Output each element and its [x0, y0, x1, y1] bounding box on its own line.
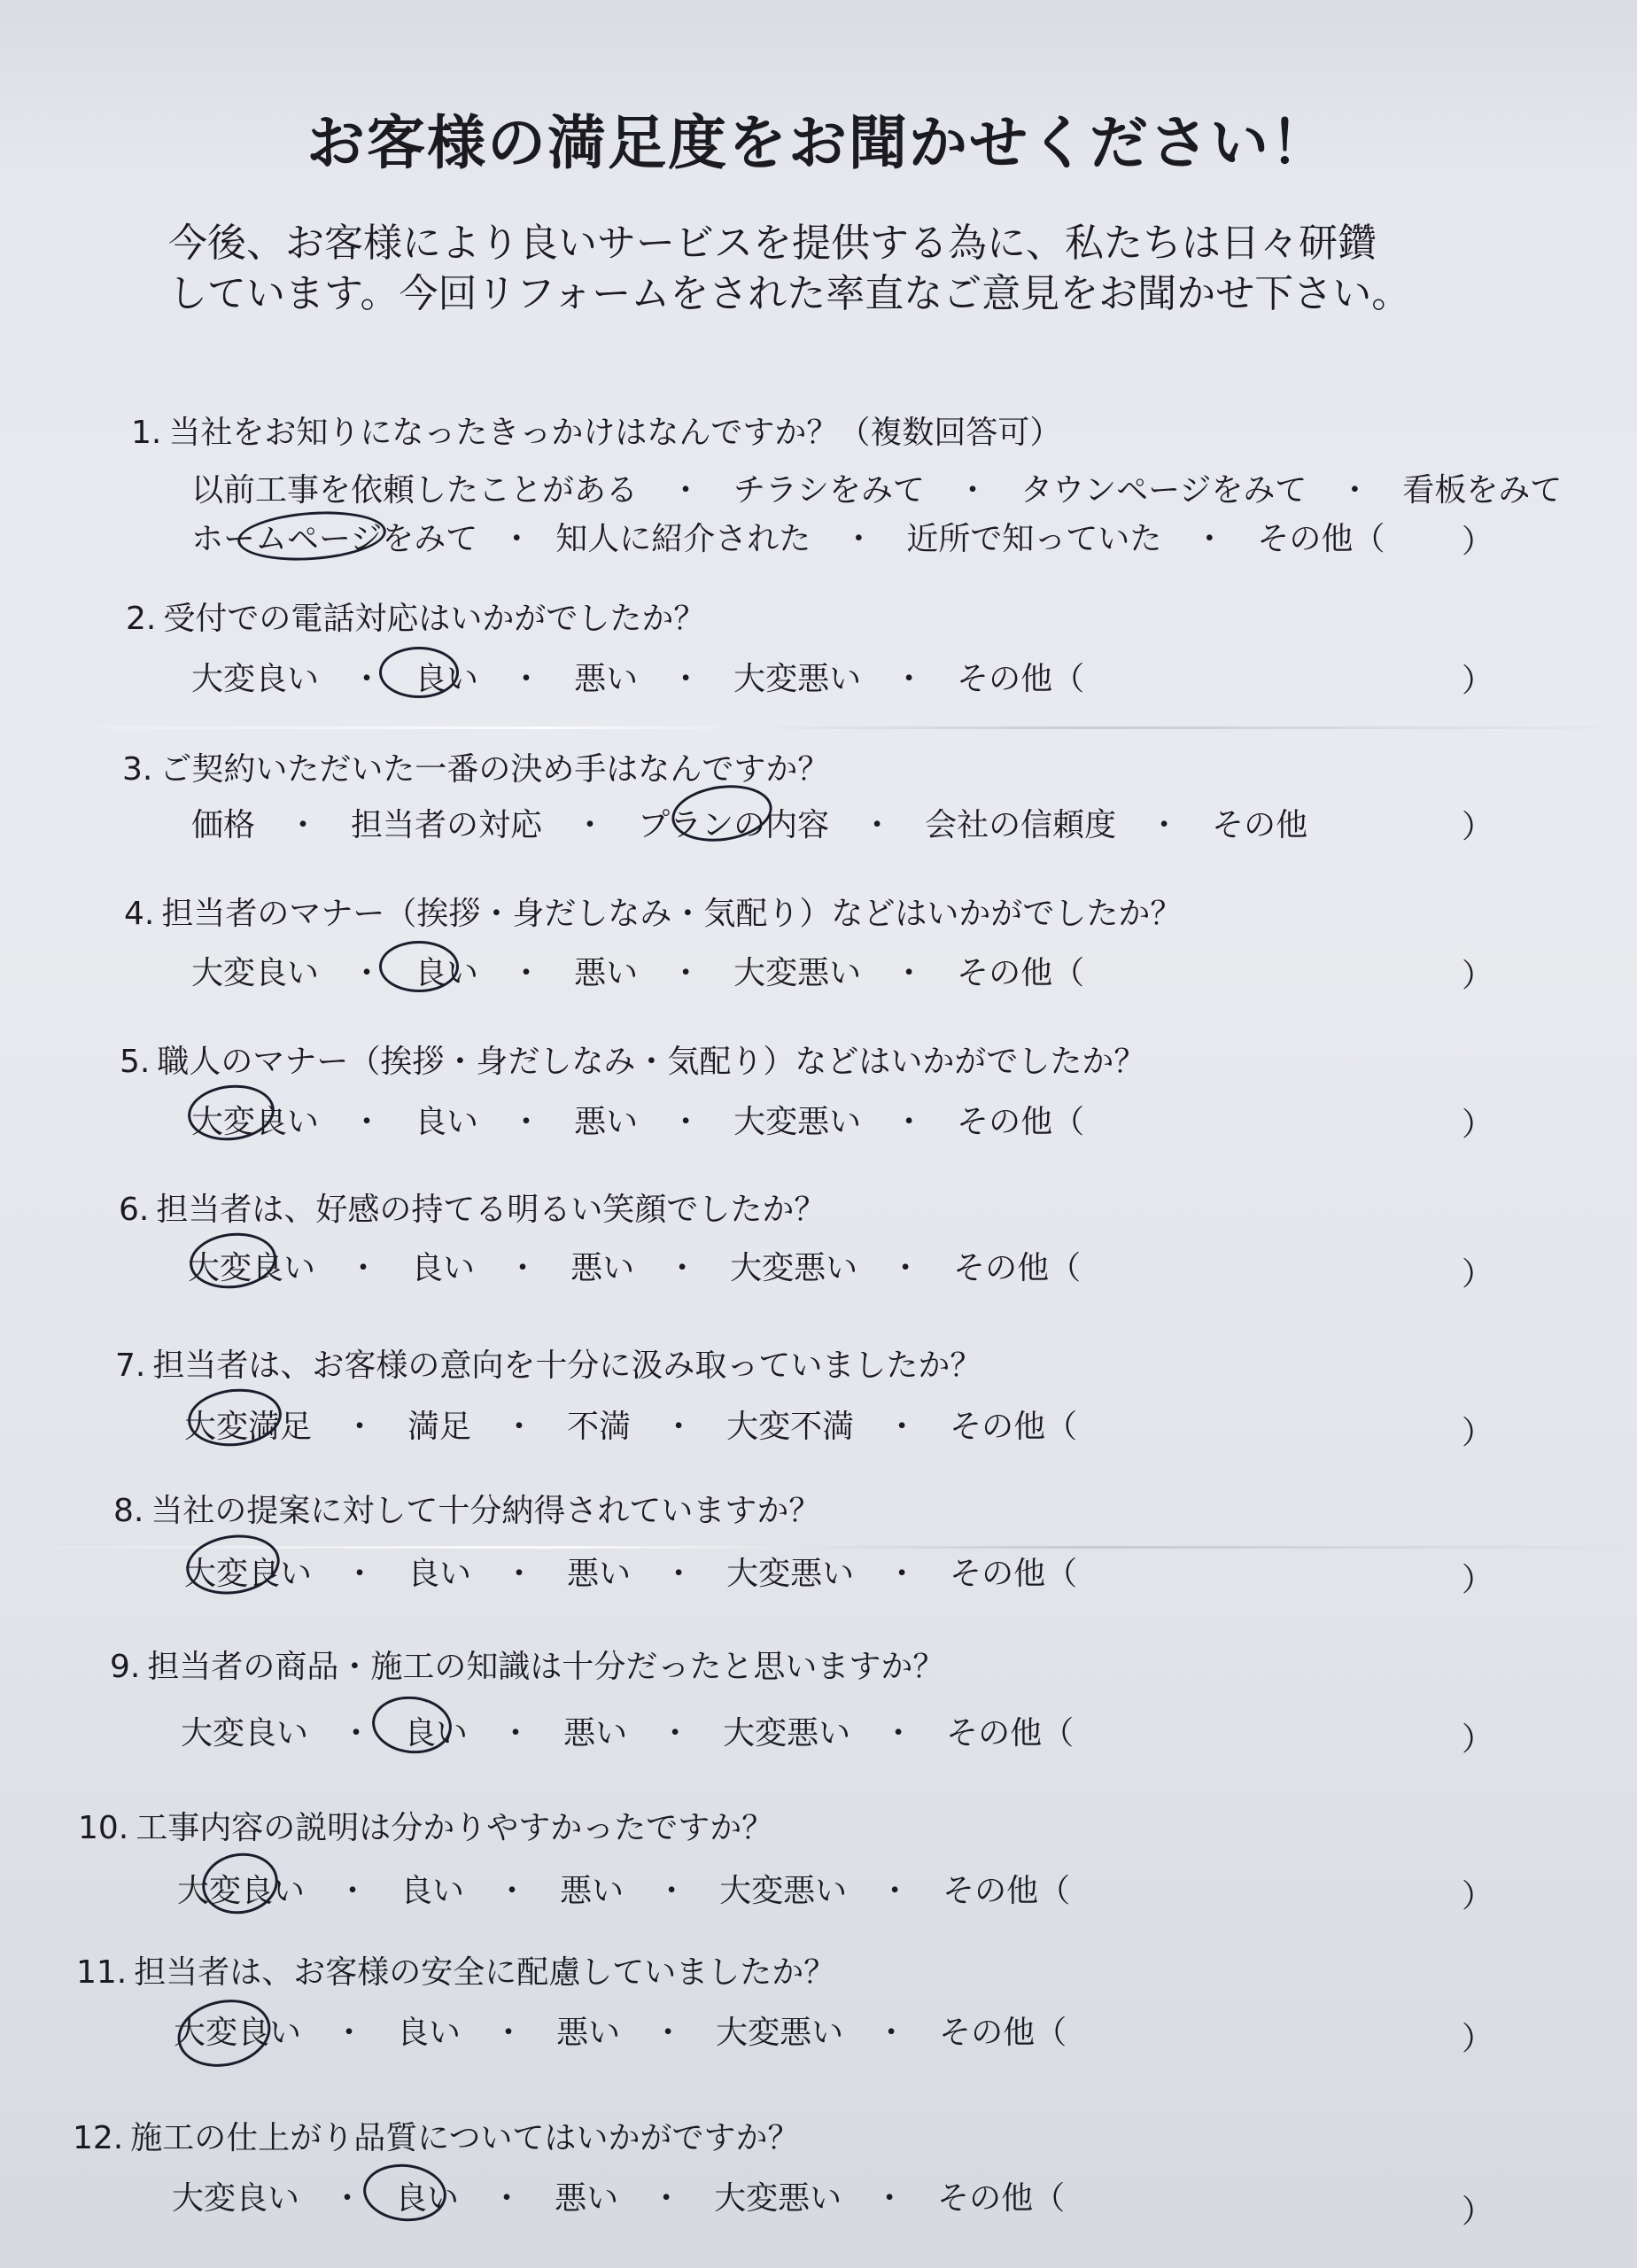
option-very-satisfied[interactable]: 大変満足 [184, 1409, 313, 1445]
separator: ・ [500, 521, 533, 557]
close-paren: ） [1462, 2194, 1494, 2230]
separator: ・ [344, 1409, 376, 1445]
option-bad[interactable]: 悪い [574, 1104, 639, 1140]
option-very-bad[interactable]: 大変悪い [719, 1873, 848, 1909]
question-number: 2. [126, 601, 157, 637]
separator: ・ [491, 2180, 524, 2217]
separator: ・ [873, 2180, 906, 2217]
question-12 [73, 2113, 800, 2158]
option-staff-response[interactable]: 担当者の対応 [351, 807, 543, 843]
question-4 [124, 889, 1182, 934]
question-text: ご契約いただいた一番の決め手はなんですか？ [159, 751, 830, 788]
paper-fold-line [0, 726, 1637, 729]
option-flyer[interactable]: チラシをみて [733, 472, 926, 509]
question-6-options [188, 1243, 1081, 1288]
option-good[interactable]: 良い [395, 2180, 460, 2217]
option-very-good[interactable]: 大変良い [188, 1250, 316, 1286]
option-signboard[interactable]: 看板をみて [1402, 472, 1563, 509]
question-text: 担当者は、好感の持てる明るい笑顔でしたか？ [156, 1192, 826, 1228]
separator: ・ [351, 1104, 384, 1140]
option-very-good[interactable]: 大変良い [184, 1556, 313, 1592]
question-4-options [191, 948, 1084, 993]
separator: ・ [500, 1715, 532, 1751]
option-good[interactable]: 良い [415, 661, 479, 697]
separator: ・ [574, 807, 607, 843]
option-very-bad[interactable]: 大変悪い [723, 1715, 851, 1751]
option-good[interactable]: 良い [404, 1715, 469, 1751]
question-number: 1. [131, 415, 162, 451]
separator: ・ [510, 661, 543, 697]
separator: ・ [886, 1409, 919, 1445]
option-other[interactable]: その他（ [939, 2015, 1067, 2051]
option-very-bad[interactable]: 大変悪い [730, 1250, 858, 1286]
separator: ・ [333, 2015, 366, 2051]
option-other[interactable]: その他（ [937, 2180, 1066, 2217]
option-satisfied[interactable]: 満足 [407, 1409, 472, 1445]
question-text: 工事内容の説明は分かりやすかったですか？ [136, 1810, 774, 1846]
question-6 [119, 1184, 826, 1230]
separator: ・ [1338, 472, 1371, 509]
question-8 [113, 1486, 820, 1531]
option-previous-job[interactable]: 以前工事を依頼したことがある [191, 472, 639, 509]
question-1-options-row-2 [191, 514, 1385, 559]
close-paren: ） [1462, 1878, 1494, 1915]
close-paren: ） [1462, 958, 1494, 994]
separator: ・ [331, 2180, 364, 2217]
close-paren: ） [1462, 1562, 1494, 1598]
separator: ・ [670, 472, 702, 509]
question-number: 9. [110, 1649, 141, 1685]
option-very-bad[interactable]: 大変悪い [714, 2180, 842, 2217]
separator: ・ [659, 1715, 692, 1751]
close-paren: ） [1462, 663, 1494, 699]
question-2 [126, 594, 705, 639]
separator: ・ [1148, 807, 1181, 843]
option-very-dissatisfied[interactable]: 大変不満 [726, 1409, 855, 1445]
separator: ・ [889, 1250, 922, 1286]
close-paren: ） [1462, 1415, 1494, 1451]
separator: ・ [670, 1104, 702, 1140]
close-paren: ） [1462, 1721, 1494, 1758]
option-very-good[interactable]: 大変良い [181, 1715, 309, 1751]
question-text: 施工の仕上がり品質についてはいかがですか？ [130, 2120, 800, 2156]
close-paren: ） [1462, 524, 1494, 560]
question-11 [76, 1947, 835, 1992]
option-very-good[interactable]: 大変良い [172, 2180, 300, 2217]
separator: ・ [496, 1873, 529, 1909]
question-text: 担当者は、お客様の意向を十分に汲み取っていましたか？ [152, 1348, 982, 1384]
option-town-page[interactable]: タウンページをみて [1020, 472, 1307, 509]
option-company-trust[interactable]: 会社の信頼度 [925, 807, 1117, 843]
question-11-options [174, 2008, 1067, 2053]
option-neighborhood[interactable]: 近所で知っていた [906, 521, 1162, 557]
option-bad[interactable]: 悪い [560, 1873, 625, 1909]
question-1 [131, 408, 1061, 453]
option-very-bad[interactable]: 大変悪い [733, 955, 862, 991]
option-other[interactable]: その他（ [957, 661, 1085, 697]
close-paren: ） [1462, 1256, 1494, 1293]
separator: ・ [875, 2015, 908, 2051]
option-very-good[interactable]: 大変良い [191, 661, 320, 697]
option-price[interactable]: 価格 [191, 807, 256, 843]
option-other[interactable]: その他（ [957, 955, 1085, 991]
question-number: 7. [115, 1348, 146, 1384]
separator: ・ [652, 2015, 685, 2051]
separator: ・ [503, 1556, 536, 1592]
separator: ・ [510, 955, 543, 991]
option-good[interactable]: 良い [407, 1556, 472, 1592]
question-number: 8. [113, 1493, 144, 1529]
separator: ・ [842, 521, 875, 557]
separator: ・ [510, 1104, 543, 1140]
question-9 [110, 1642, 944, 1687]
separator: ・ [656, 1873, 688, 1909]
question-number: 5. [120, 1044, 151, 1080]
question-7-options [184, 1402, 1077, 1447]
separator: ・ [493, 2015, 525, 2051]
option-dissatisfied[interactable]: 不満 [567, 1409, 632, 1445]
close-paren: ） [1462, 2021, 1494, 2057]
option-very-good[interactable]: 大変良い [191, 1104, 320, 1140]
separator: ・ [893, 955, 926, 991]
question-number: 4. [124, 896, 155, 932]
option-very-bad[interactable]: 大変悪い [733, 1104, 862, 1140]
separator: ・ [663, 1556, 695, 1592]
separator: ・ [503, 1409, 536, 1445]
question-2-options [191, 654, 1084, 699]
separator: ・ [351, 661, 384, 697]
option-good[interactable]: 良い [415, 955, 479, 991]
separator: ・ [1193, 521, 1226, 557]
option-other[interactable]: その他 [1212, 807, 1308, 843]
question-3 [122, 744, 829, 789]
separator: ・ [340, 1715, 373, 1751]
separator: ・ [663, 1409, 695, 1445]
separator: ・ [670, 955, 702, 991]
option-good[interactable]: 良い [415, 1104, 479, 1140]
question-8-options [184, 1549, 1077, 1594]
option-very-bad[interactable]: 大変悪い [733, 661, 862, 697]
option-other[interactable]: その他（ [946, 1715, 1075, 1751]
separator: ・ [650, 2180, 683, 2217]
separator: ・ [666, 1250, 699, 1286]
separator: ・ [287, 807, 320, 843]
option-good[interactable]: 良い [397, 2015, 462, 2051]
separator: ・ [351, 955, 384, 991]
separator: ・ [893, 661, 926, 697]
separator: ・ [507, 1250, 539, 1286]
close-paren: ） [1462, 809, 1494, 845]
question-number: 6. [119, 1192, 150, 1228]
intro-line-2: しています。今回リフォームをされた率直なご意見をお聞かせ下さい。 [168, 271, 1411, 316]
option-referral[interactable]: 知人に紹介された [555, 521, 811, 557]
question-text: 受付での電話対応はいかがでしたか？ [163, 601, 706, 637]
option-other[interactable]: その他（ [950, 1556, 1078, 1592]
option-other[interactable]: その他（ [943, 1873, 1071, 1909]
question-10-options [177, 1866, 1070, 1911]
question-text: 担当者のマナー（挨拶・身だしなみ・気配り）などはいかがでしたか？ [161, 896, 1183, 932]
intro-line-1: 今後、お客様により良いサービスを提供する為に、私たちは日々研鑽 [168, 221, 1377, 266]
question-5-options [191, 1097, 1084, 1142]
option-bad[interactable]: 悪い [567, 1556, 632, 1592]
question-number: 11. [76, 1954, 128, 1991]
separator: ・ [882, 1715, 915, 1751]
separator: ・ [337, 1873, 369, 1909]
option-very-good[interactable]: 大変良い [191, 955, 320, 991]
question-1-options-row-1 [191, 465, 1562, 510]
separator: ・ [344, 1556, 376, 1592]
question-12-options [172, 2173, 1065, 2218]
question-number: 3. [122, 751, 153, 788]
question-number: 10. [78, 1810, 129, 1846]
separator: ・ [893, 1104, 926, 1140]
option-very-good[interactable]: 大変良い [177, 1873, 306, 1909]
option-bad[interactable]: 悪い [563, 1715, 628, 1751]
question-3-options [191, 800, 1307, 845]
question-text: 当社をお知りになったきっかけはなんですか？（複数回答可） [168, 415, 1062, 451]
option-other[interactable]: その他（ [950, 1409, 1078, 1445]
option-bad[interactable]: 悪い [556, 2015, 621, 2051]
question-text: 職人のマナー（挨拶・身だしなみ・気配り）などはいかがでしたか？ [157, 1044, 1146, 1080]
separator: ・ [886, 1556, 919, 1592]
question-number: 12. [73, 2120, 124, 2156]
option-good[interactable]: 良い [411, 1250, 476, 1286]
separator: ・ [347, 1250, 380, 1286]
separator: ・ [670, 661, 702, 697]
option-bad[interactable]: 悪い [574, 955, 639, 991]
option-very-bad[interactable]: 大変悪い [726, 1556, 855, 1592]
option-homepage[interactable]: ホームページをみて [191, 521, 478, 557]
separator: ・ [861, 807, 894, 843]
question-10 [78, 1803, 773, 1848]
option-other[interactable]: その他（ [1257, 521, 1385, 557]
option-very-good[interactable]: 大変良い [174, 2015, 302, 2051]
separator: ・ [879, 1873, 912, 1909]
question-9-options [181, 1708, 1074, 1753]
page-title: お客様の満足度をお聞かせください！ [306, 109, 1331, 177]
option-plan-content[interactable]: プランの内容 [638, 807, 830, 843]
separator: ・ [957, 472, 989, 509]
option-other[interactable]: その他（ [953, 1250, 1082, 1286]
question-text: 当社の提案に対して十分納得されていますか？ [151, 1493, 821, 1529]
close-paren: ） [1462, 1107, 1494, 1143]
question-text: 担当者の商品・施工の知識は十分だったと思いますか？ [147, 1649, 945, 1685]
question-text: 担当者は、お客様の安全に配慮していましたか？ [134, 1954, 836, 1991]
option-other[interactable]: その他（ [957, 1104, 1085, 1140]
option-very-bad[interactable]: 大変悪い [716, 2015, 844, 2051]
option-bad[interactable]: 悪い [555, 2180, 619, 2217]
option-good[interactable]: 良い [400, 1873, 465, 1909]
question-7 [115, 1340, 981, 1386]
option-bad[interactable]: 悪い [570, 1250, 635, 1286]
question-5 [120, 1037, 1145, 1082]
option-bad[interactable]: 悪い [574, 661, 639, 697]
